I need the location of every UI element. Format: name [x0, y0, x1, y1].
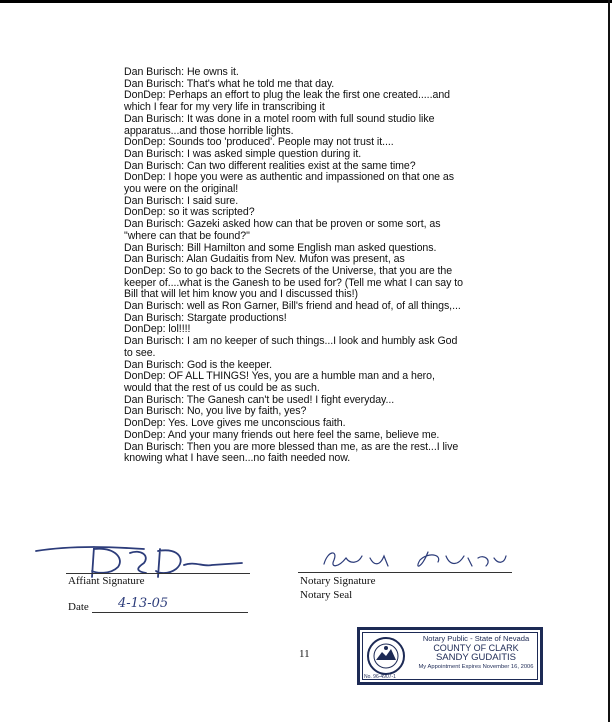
notary-signature-line [298, 572, 512, 573]
stamp-text-block [412, 634, 540, 671]
transcript-body [124, 67, 524, 465]
transcript-line: would that the rest of us could be as such. [124, 381, 320, 394]
stamp-line-county: COUNTY OF CLARK [433, 643, 519, 653]
stamp-line-expiry: My Appointment Expires November 16, 2006 [418, 664, 534, 670]
notary-stamp [357, 627, 543, 685]
transcript-line: Dan Burisch: I am no keeper of such things...I look and humbly ask God [124, 335, 458, 348]
affiant-signature-label: Affiant Signature [68, 575, 145, 587]
transcript-line: Dan Burisch: That's what he told me that day. [124, 77, 335, 90]
transcript-line: "where can that be found?" [124, 229, 250, 242]
transcript-line: Dan Burisch: well as Ron Garner, Bill's friend and head of, of all things,... [124, 300, 461, 313]
transcript-line: DonDep: Yes. Love gives me unconscious faith. [124, 417, 346, 430]
date-line [92, 612, 248, 613]
notary-signature-scribble [318, 546, 508, 572]
page-top-border [0, 0, 612, 3]
stamp-line-name: SANDY GUDAITIS [435, 652, 517, 663]
transcript-line: Dan Burisch: He owns it. [124, 66, 239, 78]
transcript-line: DonDep: So to go back to the Secrets of the Universe, that you are the [124, 264, 453, 277]
transcript-line: Dan Burisch: I said sure. [124, 194, 239, 207]
transcript-line: DonDep: so it was scripted? [124, 206, 255, 219]
transcript-line: DonDep: OF ALL THINGS! Yes, you are a humble man and a hero, [124, 370, 435, 383]
transcript-line: keeper of....what is the Ganesh to be used for? (Tell me what I can say to [124, 276, 464, 289]
date-label: Date [68, 601, 89, 613]
transcript-line: knowing what I have seen...no faith needed now. [124, 452, 351, 465]
transcript-line: apparatus...and those horrible lights. [124, 124, 294, 137]
state-seal-icon [366, 636, 406, 676]
transcript-line: which I fear for my very life in transcribing it [124, 101, 325, 114]
transcript-line: Dan Burisch: Can two different realities exist at the same time? [124, 159, 416, 172]
page-number: 11 [299, 648, 310, 660]
transcript-line: DonDep: I hope you were as authentic and impassioned on that one as [124, 171, 454, 184]
notary-signature-label: Notary Signature [300, 575, 376, 587]
transcript-line: DonDep: Sounds too 'produced'. People may not trust it.... [124, 136, 394, 149]
page-right-border [608, 0, 610, 722]
transcript-line: Dan Burisch: No, you live by faith, yes? [124, 405, 307, 418]
transcript-line: you were on the original! [124, 183, 239, 196]
transcript-line: Dan Burisch: It was done in a motel room with full sound studio like [124, 112, 435, 125]
transcript-line: Dan Burisch: Alan Gudaitis from Nev. Mufon was present, as [124, 253, 405, 266]
date-value: 4-13-05 [118, 596, 169, 611]
transcript-line: Dan Burisch: Bill Hamilton and some English man asked questions. [124, 241, 437, 254]
stamp-number: No. 96-4907-1 [364, 674, 396, 680]
transcript-line: Dan Burisch: Stargate productions! [124, 311, 287, 324]
transcript-line: DonDep: lol!!!! [124, 323, 191, 336]
transcript-line: Bill that will let him know you and I discussed this!) [124, 288, 358, 301]
transcript-line: to see. [124, 346, 156, 359]
transcript-line: Dan Burisch: The Ganesh can't be used! I fight everyday... [124, 393, 395, 406]
notary-seal-label: Notary Seal [300, 589, 353, 601]
stamp-line-title: Notary Public - State of Nevada [422, 634, 530, 643]
affiant-signature-line [66, 573, 250, 574]
transcript-line: Dan Burisch: Then you are more blessed than me, as are the rest...I live [124, 440, 459, 453]
transcript-line: DonDep: And your many friends out here feel the same, believe me. [124, 428, 440, 441]
transcript-line: Dan Burisch: God is the keeper. [124, 358, 273, 371]
transcript-line: Dan Burisch: I was asked simple question during it. [124, 147, 362, 160]
transcript-line: DonDep: Perhaps an effort to plug the leak the first one created.....and [124, 89, 450, 102]
transcript-line: Dan Burisch: Gazeki asked how can that be proven or some sort, as [124, 218, 441, 231]
